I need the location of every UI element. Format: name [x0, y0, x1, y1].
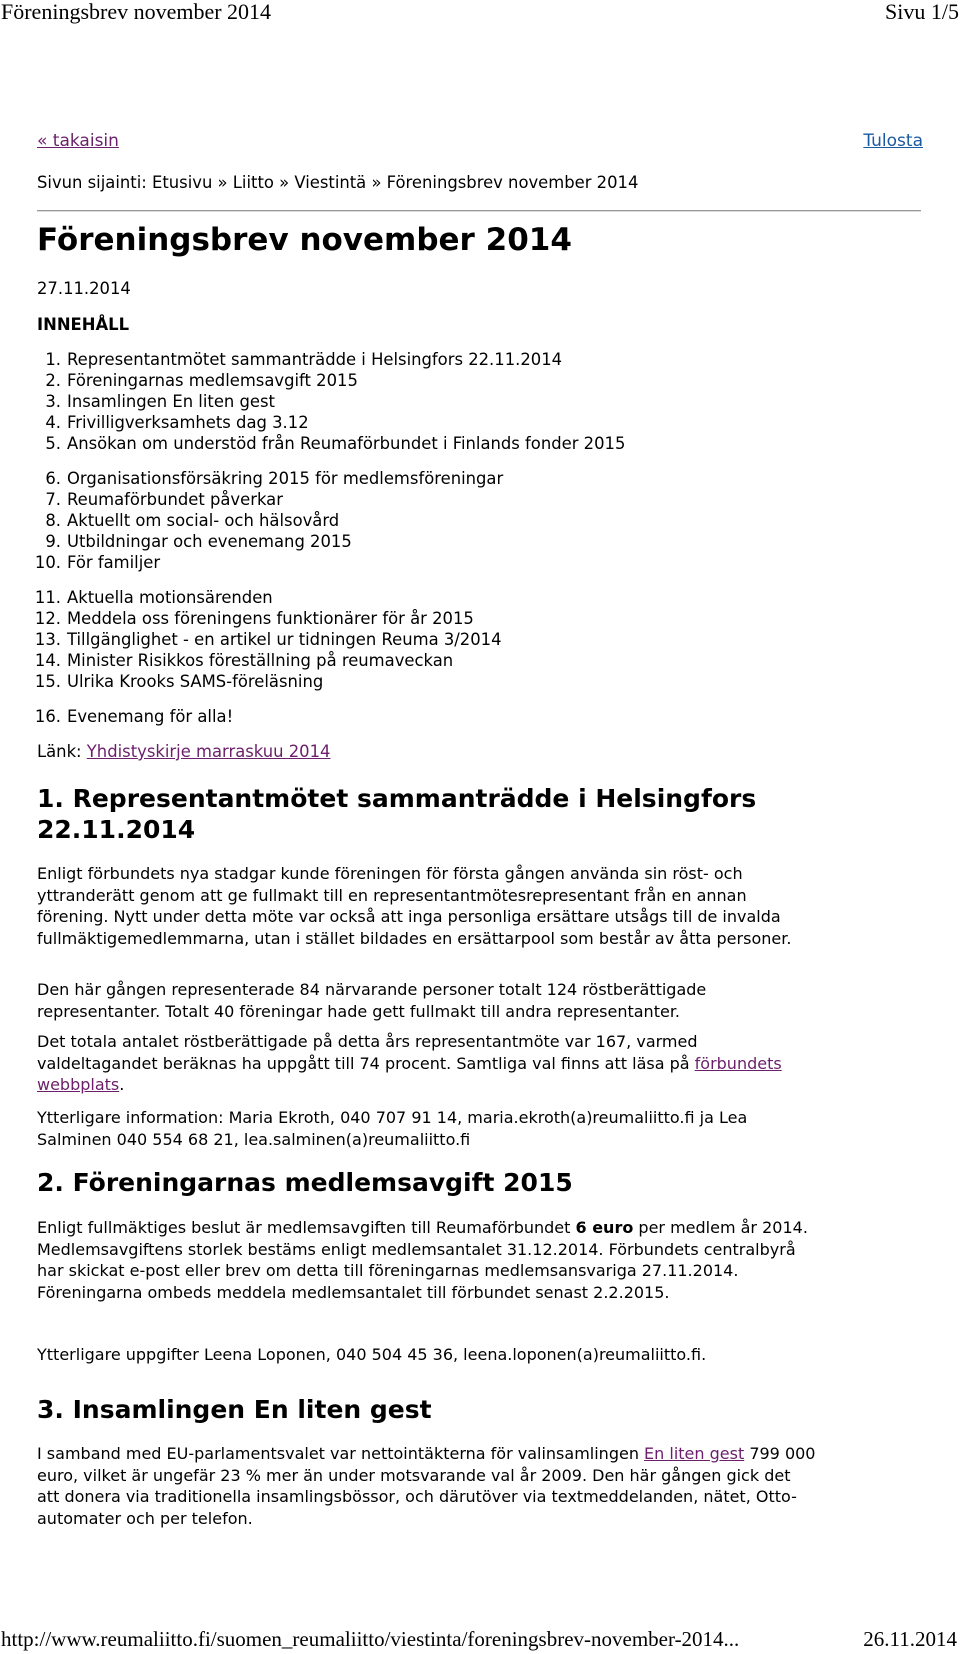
section2-heading: 2. Föreningarnas medlemsavgift 2015 [37, 1168, 573, 1197]
toc-heading: INNEHÅLL [37, 315, 130, 334]
newsletter-link[interactable]: Yhdistyskirje marraskuu 2014 [86, 742, 331, 761]
section1-paragraph-2: Den här gången representerade 84 närvarande personer totalt 124 röstberättigade representanter. Totalt 40 föreningar hade gett fullmakt till andra representanter. [37, 980, 707, 1021]
date: 27.11.2014 [37, 279, 131, 298]
en-liten-gest-link[interactable]: En liten gest [644, 1444, 745, 1463]
print-footer [0, 1626, 960, 1652]
toc-item: 6. Organisationsförsäkring 2015 för medlemsföreningar [45, 469, 504, 488]
section1-heading-line1: 1. Representantmötet sammanträdde i Helsingfors [37, 784, 757, 813]
toc-item: 2. Föreningarnas medlemsavgift 2015 [45, 371, 358, 390]
section3-paragraph-1: I samband med EU-parlamentsvalet var nettointäkterna för valinsamlingen En liten gest 799 000 euro, vilket är ungefär 23 % mer än under motsvarande val år 2009. Den här gången gick det att donera via traditionella insamlingsbössor, och därutöver via textmeddelanden, nätet, Otto-automater och per telefon. [37, 1444, 816, 1528]
print-header-page: Sivu 1/5 [885, 0, 959, 24]
breadcrumb: Sivun sijainti: Etusivu » Liitto » Viestintä » Föreningsbrev november 2014 [37, 173, 639, 192]
association-website-link[interactable]: förbundets webbplats [37, 1053, 782, 1094]
section1-paragraph-4: Ytterligare information: Maria Ekroth, 040 707 91 14, maria.ekroth(a)reumaliitto.fi ja Lea Salminen 040 554 68 21, lea.salminen(a)reumaliitto.fi [37, 1108, 748, 1149]
print-footer-date: 26.11.2014 [863, 1627, 957, 1651]
toc-item: 8. Aktuellt om social- och hälsovård [45, 511, 340, 530]
toc-item: 15. Ulrika Krooks SAMS-föreläsning [34, 672, 324, 691]
toc-item: 14. Minister Risikkos föreställning på reumaveckan [34, 651, 454, 670]
section1-paragraph-1: Enligt förbundets nya stadgar kunde föreningen för första gången använda sin röst- och yttranderätt genom att ge fullmakt till en representantmötesrepresentant från en annan förening. Nytt under detta möte var också att inga personliga ersättare utsågs till de invalda fullmäktigemedlemmarna, utan i stället bildades en ersättarpool som består av åtta personer. [37, 864, 792, 948]
toc-item: 5. Ansökan om understöd från Reumaförbundet i Finlands fonder 2015 [45, 434, 626, 453]
link-line: Länk: Yhdistyskirje marraskuu 2014 [37, 742, 331, 761]
print-header-title: Föreningsbrev november 2014 [1, 0, 272, 24]
toc-item: 16. Evenemang för alla! [34, 707, 234, 726]
section1-heading-line2: 22.11.2014 [37, 815, 196, 844]
toc-item: 9. Utbildningar och evenemang 2015 [45, 532, 352, 551]
print-footer-url: http://www.reumaliitto.fi/suomen_reumaliitto/viestinta/foreningsbrev-november-2014... [1, 1627, 740, 1651]
section3-heading: 3. Insamlingen En liten gest [37, 1395, 432, 1424]
toc-item: 11. Aktuella motionsärenden [34, 588, 273, 607]
toc-item: 13. Tillgänglighet - en artikel ur tidningen Reuma 3/2014 [34, 630, 502, 649]
toc-item: 3. Insamlingen En liten gest [45, 392, 275, 411]
section2-paragraph-1: Enligt fullmäktiges beslut är medlemsavgiften till Reumaförbundet 6 euro per medlem år 2014. Medlemsavgiftens storlek bestäms enligt medlemsantalet 31.12.2014. Förbundets centralbyrå har skickat e-post eller brev om detta till föreningarnas medlemsansvariga 27.11.2014. Föreningarna ombeds meddela medlemsantalet till förbundet senast 2.2.2015. [37, 1218, 808, 1302]
section2-paragraph-2: Ytterligare uppgifter Leena Loponen, 040 504 45 36, leena.loponen(a)reumaliitto.fi. [37, 1345, 707, 1364]
page-title: Föreningsbrev november 2014 [37, 222, 572, 258]
toc-item: 1. Representantmötet sammanträdde i Helsingfors 22.11.2014 [45, 350, 563, 369]
fee-amount: 6 euro [575, 1218, 634, 1237]
divider [37, 210, 921, 212]
toc-item: 4. Frivilligverksamhets dag 3.12 [45, 413, 309, 432]
back-link[interactable]: « takaisin [37, 131, 119, 151]
toc-item: 12. Meddela oss föreningens funktionärer för år 2015 [34, 609, 474, 628]
section1-paragraph-3: Det totala antalet röstberättigade på detta års representantmöte var 167, varmed valdeltagandet beräknas ha uppgått till 74 procent. Samtliga val finns att läsa på förbundets webbplats. [37, 1032, 782, 1094]
toc-item: 10. För familjer [34, 553, 161, 572]
toc-item: 7. Reumaförbundet påverkar [45, 490, 283, 509]
print-link[interactable]: Tulosta [863, 131, 923, 151]
print-header [0, 0, 960, 28]
